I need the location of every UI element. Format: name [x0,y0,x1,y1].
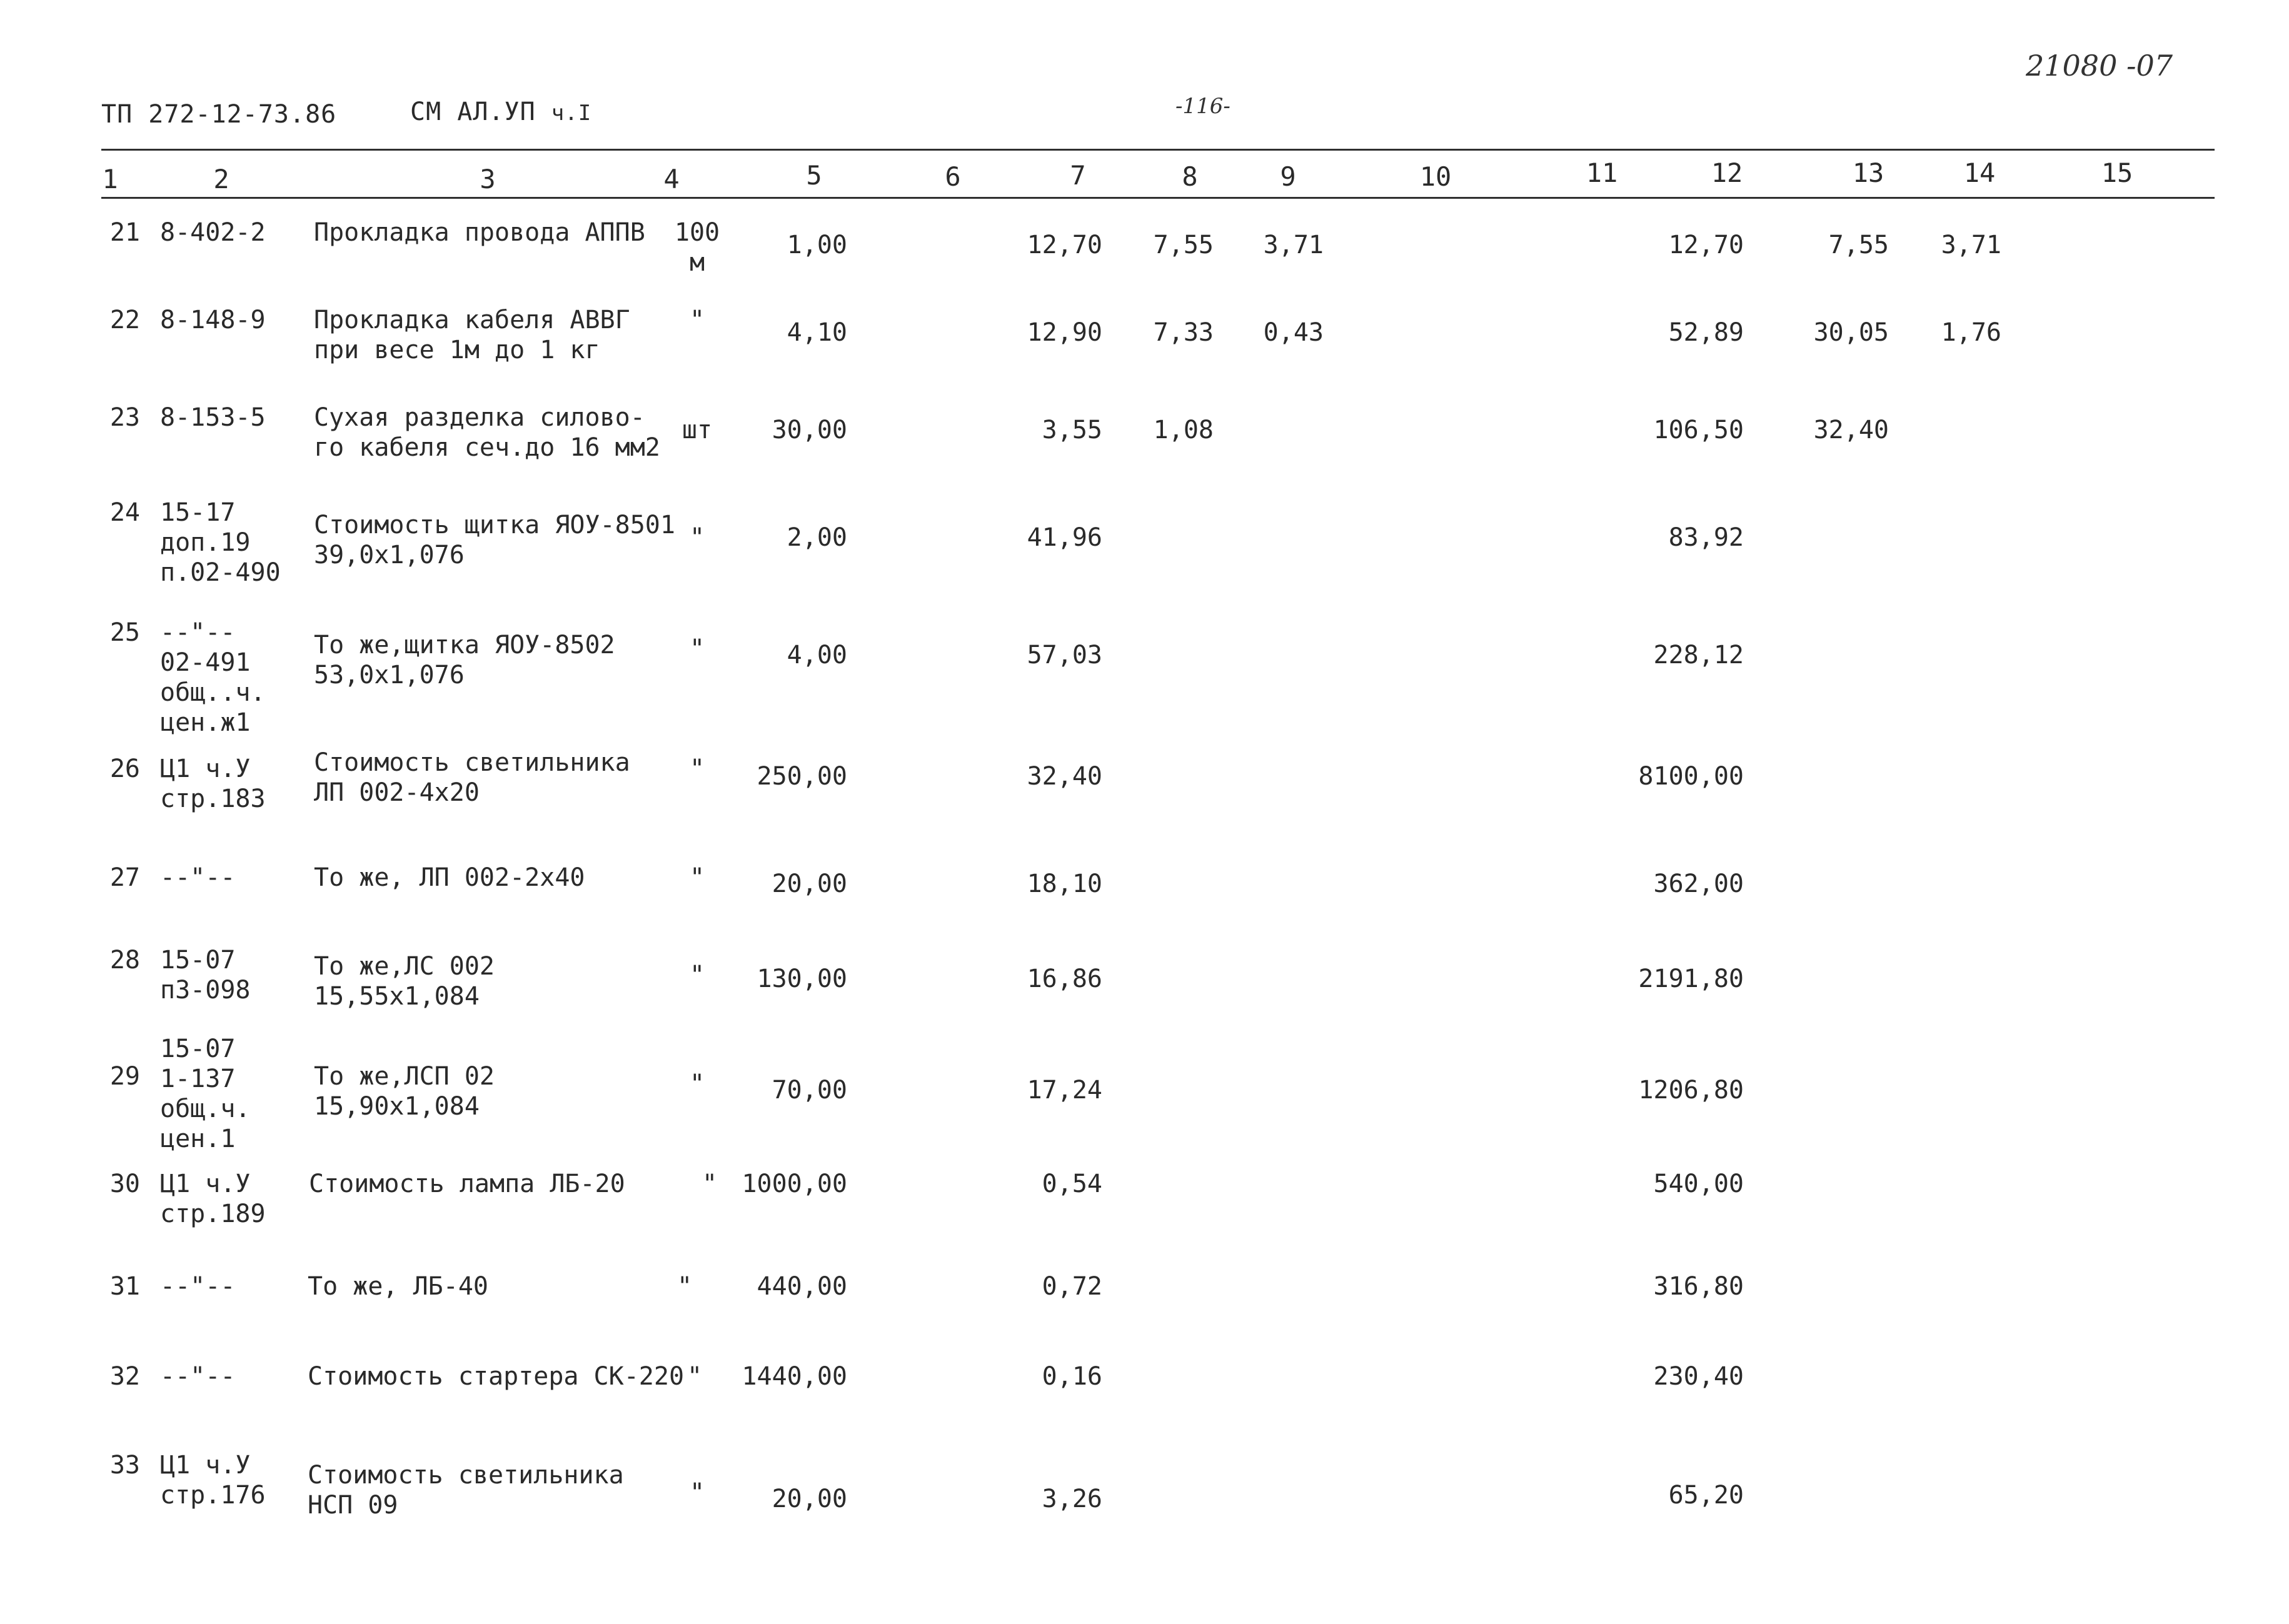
item-description: То же,щитка ЯОУ-8502 53,0х1,076 [314,631,615,689]
item-description: То же,ЛСП 02 15,90х1,084 [314,1062,495,1121]
unit-cost: 0,54 [1042,1170,1102,1198]
total-cost: 83,92 [1668,523,1744,552]
total-cost: 230,40 [1653,1362,1744,1391]
rate-code: --"-- 02-491 общ..ч. цен.ж1 [160,618,266,737]
unit-machinery: 0,43 [1263,318,1324,347]
column-header-rule [101,197,2215,199]
item-description: То же, ЛБ-40 [308,1272,488,1301]
row-number: 22 [109,306,140,334]
quantity: 20,00 [772,870,847,898]
quantity: 20,00 [772,1485,847,1513]
quantity: 440,00 [757,1272,847,1301]
quantity: 70,00 [772,1076,847,1105]
rate-code: Ц1 ч.У стр.189 [160,1170,266,1228]
column-number: 3 [480,164,496,194]
quantity: 4,00 [787,641,847,669]
unit-wages: 7,55 [1153,231,1214,259]
column-number: 9 [1280,161,1296,192]
quantity: 30,00 [772,416,847,444]
column-number: 14 [1963,158,1996,188]
quantity: 1000,00 [742,1170,847,1198]
rate-code: Ц1 ч.У стр.183 [160,754,266,813]
unit: " [689,1070,705,1098]
column-number: 7 [1070,160,1086,191]
unit: " [689,1478,705,1507]
row-number: 26 [109,754,140,783]
row-number: 25 [109,618,140,647]
item-description: Сухая разделка силово- го кабеля сеч.до 16 мм2 [314,403,660,462]
unit-cost: 41,96 [1027,523,1102,552]
table-top-rule [101,149,2215,151]
row-number: 24 [109,498,140,527]
item-description: Прокладка кабеля АВВГ при весе 1м до 1 кг [314,306,630,364]
unit: " [689,523,705,552]
row-number: 30 [109,1170,140,1198]
unit-cost: 0,16 [1042,1362,1102,1391]
quantity: 1440,00 [742,1362,847,1391]
unit-cost: 16,86 [1027,965,1102,993]
row-number: 21 [109,218,140,247]
column-number: 15 [2101,158,2133,188]
item-description: Стоимость щитка ЯОУ-8501 39,0х1,076 [314,511,675,569]
unit: " [689,634,705,663]
column-number: 12 [1711,158,1743,188]
unit: шт [682,416,713,444]
column-number: 8 [1182,161,1198,192]
item-description: То же, ЛП 002-2х40 [314,863,585,892]
total-machinery: 1,76 [1941,318,2001,347]
item-description: Стоимость светильника НСП 09 [308,1461,624,1520]
column-number: 1 [102,164,118,194]
unit-cost: 18,10 [1027,870,1102,898]
item-description: Стоимость стартера СК-220 [308,1362,685,1391]
row-number: 31 [109,1272,140,1301]
row-number: 32 [109,1362,140,1391]
unit-machinery: 3,71 [1263,231,1324,259]
unit-cost: 12,90 [1027,318,1102,347]
total-cost: 52,89 [1668,318,1744,347]
total-cost: 362,00 [1653,870,1744,898]
unit-cost: 32,40 [1027,762,1102,791]
rate-code: Ц1 ч.У стр.176 [160,1451,266,1510]
unit: " [689,754,705,783]
quantity: 250,00 [757,762,847,791]
row-number: 23 [109,403,140,432]
section-name: СМ АЛ.УП [410,98,536,126]
column-number: 10 [1419,161,1452,192]
unit-cost: 3,55 [1042,416,1102,444]
unit: " [702,1170,718,1198]
unit-wages: 1,08 [1153,416,1214,444]
column-number: 11 [1586,158,1618,188]
row-number: 29 [109,1062,140,1091]
total-cost: 8100,00 [1638,762,1744,791]
rate-code: 8-402-2 [160,218,266,247]
total-cost: 1206,80 [1638,1076,1744,1105]
total-cost: 106,50 [1653,416,1744,444]
total-cost: 228,12 [1653,641,1744,669]
row-number: 27 [109,863,140,892]
rate-code: 15-07 1-137 общ.ч. цен.1 [160,1035,251,1153]
unit: " [689,863,705,892]
rate-code: --"-- [160,863,236,892]
unit-cost: 3,26 [1042,1485,1102,1513]
column-number: 13 [1852,158,1884,188]
item-description: Прокладка провода АППВ [314,218,645,247]
total-cost: 65,20 [1668,1481,1744,1510]
rate-code: 8-153-5 [160,403,266,432]
quantity: 130,00 [757,965,847,993]
row-number: 33 [109,1451,140,1480]
rate-code: --"-- [160,1362,236,1391]
unit-wages: 7,33 [1153,318,1214,347]
row-number: 28 [109,946,140,975]
total-wages: 32,40 [1813,416,1889,444]
rate-code: 15-07 п3-098 [160,946,251,1005]
total-cost: 316,80 [1653,1272,1744,1301]
unit: " [689,306,705,334]
item-description: То же,ЛС 002 15,55х1,084 [314,952,495,1011]
unit-cost: 0,72 [1042,1272,1102,1301]
item-description: Стоимость лампа ЛБ-20 [309,1170,625,1198]
unit: 100 м [674,218,720,277]
unit: " [687,1362,703,1391]
column-number: 5 [806,160,822,191]
quantity: 2,00 [787,523,847,552]
rate-code: --"-- [160,1272,236,1301]
total-wages: 30,05 [1813,318,1889,347]
column-number: 2 [213,164,229,194]
total-cost: 540,00 [1653,1170,1744,1198]
item-description: Стоимость светильника ЛП 002-4х20 [314,748,630,807]
total-cost: 2191,80 [1638,965,1744,993]
total-machinery: 3,71 [1941,231,2001,259]
unit-cost: 17,24 [1027,1076,1102,1105]
total-cost: 12,70 [1668,231,1744,259]
rate-code: 15-17 доп.19 п.02-490 [160,498,281,587]
archive-number: 21080 -07 [2026,49,2173,83]
unit: " [677,1272,693,1301]
unit: " [689,961,705,990]
section-code [410,98,591,126]
page-number: -116- [1175,94,1230,119]
quantity: 1,00 [787,231,847,259]
unit-cost: 57,03 [1027,641,1102,669]
unit-cost: 12,70 [1027,231,1102,259]
quantity: 4,10 [787,318,847,347]
column-number: 6 [945,161,961,192]
section-suffix: ч.I [551,101,592,126]
rate-code: 8-148-9 [160,306,266,334]
total-wages: 7,55 [1828,231,1889,259]
document-code: ТП 272-12-73.86 [101,100,337,129]
column-number: 4 [663,164,680,194]
